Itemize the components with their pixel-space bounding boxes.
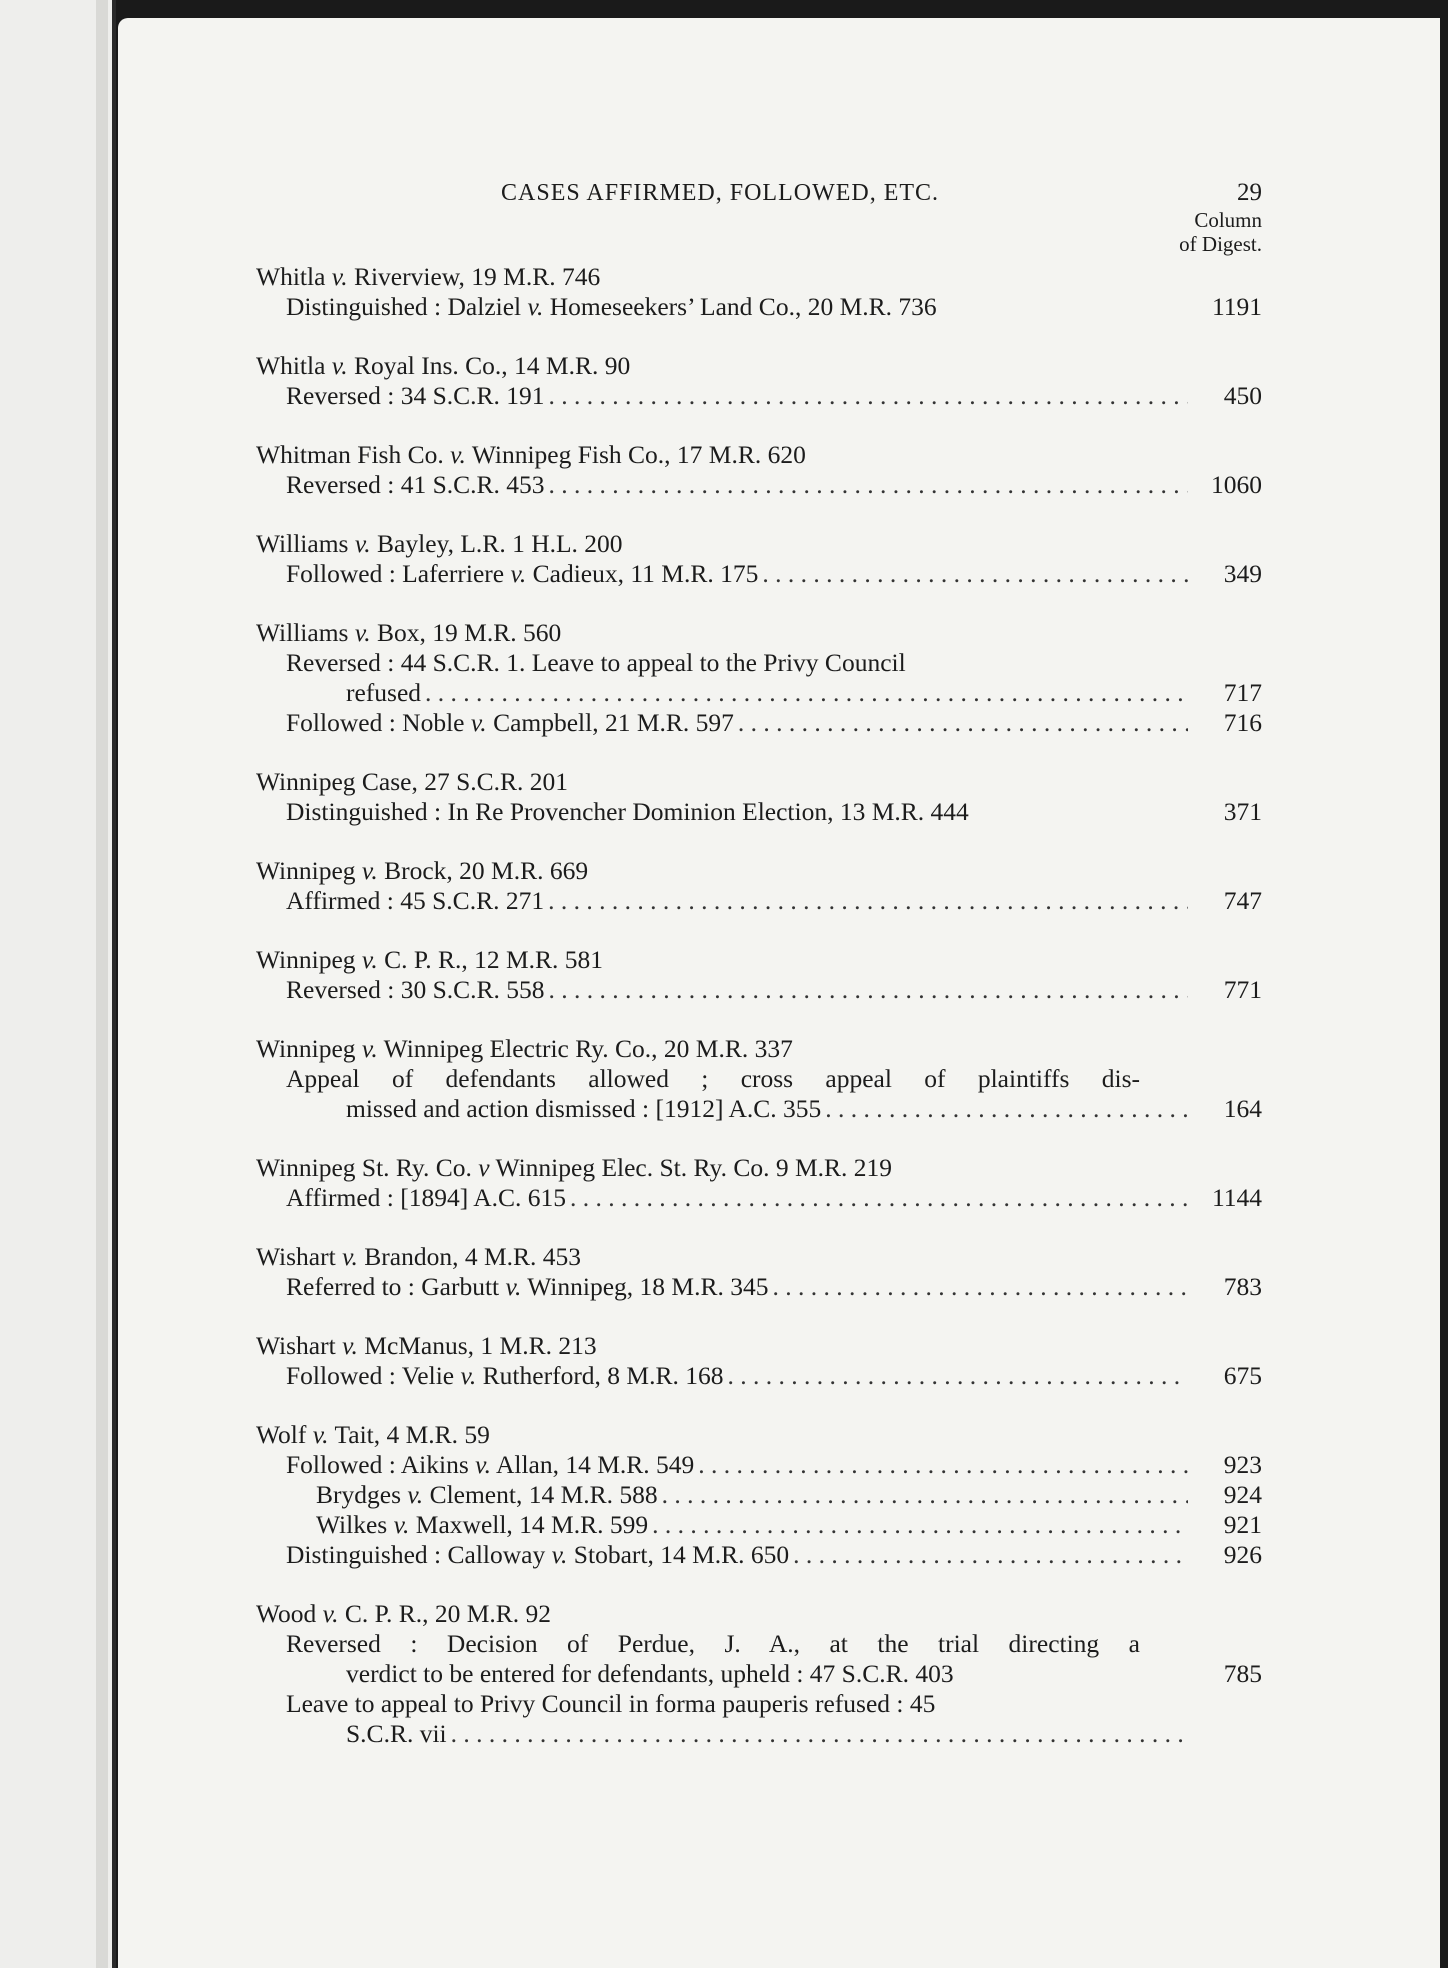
dot-leader — [548, 886, 1188, 916]
page-number: 29 — [1237, 179, 1262, 206]
history-text: S.C.R. vii — [346, 1719, 447, 1748]
column-header-line1: Column — [1194, 208, 1262, 232]
case-history-line — [256, 1659, 1262, 1689]
case-title: Williams v. Bayley, L.R. 1 H.L. 200 — [256, 529, 623, 558]
case-history-line — [256, 1719, 1262, 1749]
digest-column-number: 349 — [1223, 559, 1262, 588]
history-text: Wilkes v. Maxwell, 14 M.R. 599 — [316, 1510, 649, 1539]
case-entry — [256, 945, 1262, 1005]
case-title: Winnipeg v. Brock, 20 M.R. 669 — [256, 856, 589, 885]
dot-leader — [425, 678, 1188, 708]
case-entry — [256, 440, 1262, 500]
case-entry-list — [256, 262, 1262, 1749]
dot-leader — [662, 1480, 1188, 1510]
case-history-line — [256, 648, 1262, 678]
digest-column-number: 783 — [1223, 1272, 1262, 1301]
dot-leader — [549, 470, 1188, 500]
case-entry — [256, 262, 1262, 322]
case-title: Winnipeg v. Winnipeg Electric Ry. Co., 20 M.R. 337 — [256, 1034, 793, 1063]
dot-leader — [549, 975, 1188, 1005]
case-title: Winnipeg St. Ry. Co. v Winnipeg Elec. St. Ry. Co. 9 M.R. 219 — [256, 1153, 893, 1182]
dot-leader — [451, 1719, 1188, 1749]
case-history-line — [256, 1510, 1262, 1540]
digest-column-number: 717 — [1223, 678, 1262, 707]
history-text: missed and action dismissed : [1912] A.C. 355 — [346, 1094, 822, 1123]
history-text: Followed : Noble v. Campbell, 21 M.R. 597 — [286, 708, 734, 737]
dot-leader — [570, 1183, 1188, 1213]
column-header — [256, 208, 1262, 256]
case-entry — [256, 856, 1262, 916]
case-history-line — [256, 678, 1262, 708]
history-text: Appeal of defendants allowed ; cross appeal of plaintiffs dis- — [286, 1064, 1140, 1093]
case-history-line — [256, 292, 1262, 322]
history-text: Affirmed : [1894] A.C. 615 — [286, 1183, 567, 1212]
digest-column-number: 675 — [1223, 1361, 1262, 1390]
case-history-line — [256, 470, 1262, 500]
case-history-line — [256, 797, 1262, 827]
history-text: Distinguished : Dalziel v. Homeseekers’ Land Co., 20 M.R. 736 — [286, 292, 937, 321]
digest-column-number: 716 — [1223, 708, 1262, 737]
history-text: verdict to be entered for defendants, upheld : 47 S.C.R. 403 — [346, 1659, 954, 1688]
case-history-line — [256, 1064, 1262, 1094]
history-text: Reversed : Decision of Perdue, J. A., at the trial directing a — [286, 1629, 1140, 1658]
case-history-line — [256, 1480, 1262, 1510]
history-text: Leave to appeal to Privy Council in forma pauperis refused : 45 — [286, 1689, 936, 1718]
digest-column-number: 1144 — [1211, 1183, 1262, 1212]
history-text: Reversed : 30 S.C.R. 558 — [286, 975, 545, 1004]
history-text: Followed : Aikins v. Allan, 14 M.R. 549 — [286, 1450, 695, 1479]
case-entry — [256, 1331, 1262, 1391]
dot-leader — [738, 708, 1188, 738]
case-title: Wishart v. McManus, 1 M.R. 213 — [256, 1331, 597, 1360]
case-history-line — [256, 1540, 1262, 1570]
history-text: Followed : Laferriere v. Cadieux, 11 M.R. 175 — [286, 559, 759, 588]
history-text: Distinguished : In Re Provencher Dominion Election, 13 M.R. 444 — [286, 797, 969, 826]
case-entry — [256, 351, 1262, 411]
case-entry — [256, 1153, 1262, 1213]
digest-column-number: 1191 — [1211, 292, 1262, 321]
case-title: Williams v. Box, 19 M.R. 560 — [256, 618, 562, 647]
dot-leader — [772, 1272, 1188, 1302]
dot-leader — [762, 559, 1188, 589]
case-history-line — [256, 1689, 1262, 1719]
history-text: Brydges v. Clement, 14 M.R. 588 — [316, 1480, 658, 1509]
digest-column-number: 371 — [1223, 797, 1262, 826]
case-history-line — [256, 559, 1262, 589]
digest-column-number: 164 — [1223, 1094, 1262, 1123]
digest-column-number: 747 — [1223, 886, 1262, 915]
digest-column-number: 923 — [1223, 1450, 1262, 1479]
case-title: Winnipeg v. C. P. R., 12 M.R. 581 — [256, 945, 604, 974]
history-text: Referred to : Garbutt v. Winnipeg, 18 M.R. 345 — [286, 1272, 769, 1301]
case-history-line — [256, 1183, 1262, 1213]
history-text: Followed : Velie v. Rutherford, 8 M.R. 168 — [286, 1361, 724, 1390]
case-history-line — [256, 1094, 1262, 1124]
dot-leader — [549, 381, 1188, 411]
digest-column-number: 924 — [1223, 1480, 1262, 1509]
dot-leader — [652, 1510, 1188, 1540]
history-text: Reversed : 34 S.C.R. 191 — [286, 381, 545, 410]
history-text: Reversed : 44 S.C.R. 1. Leave to appeal to the Privy Council — [286, 648, 906, 677]
column-header-line2: of Digest. — [1179, 232, 1262, 256]
case-entry — [256, 1034, 1262, 1124]
history-text: Affirmed : 45 S.C.R. 271 — [286, 886, 545, 915]
case-history-line — [256, 1450, 1262, 1480]
history-text: Distinguished : Calloway v. Stobart, 14 M.R. 650 — [286, 1540, 790, 1569]
case-entry — [256, 1599, 1262, 1749]
case-history-line — [256, 708, 1262, 738]
facing-page-gutter — [96, 0, 108, 1968]
case-history-line — [256, 1272, 1262, 1302]
running-head — [256, 178, 1262, 208]
case-title: Whitman Fish Co. v. Winnipeg Fish Co., 17 M.R. 620 — [256, 440, 806, 469]
dot-leader — [728, 1361, 1189, 1391]
case-history-line — [256, 975, 1262, 1005]
dot-leader — [825, 1094, 1188, 1124]
digest-column-number: 450 — [1223, 381, 1262, 410]
case-history-line — [256, 886, 1262, 916]
case-entry — [256, 1420, 1262, 1570]
case-entry — [256, 767, 1262, 827]
history-text: refused — [346, 678, 422, 707]
digest-column-number: 771 — [1223, 975, 1262, 1004]
case-title: Whitla v. Royal Ins. Co., 14 M.R. 90 — [256, 351, 631, 380]
case-entry — [256, 618, 1262, 738]
case-title: Whitla v. Riverview, 19 M.R. 746 — [256, 262, 601, 291]
case-title: Wishart v. Brandon, 4 M.R. 453 — [256, 1242, 582, 1271]
page-content — [256, 178, 1262, 1778]
dot-leader — [698, 1450, 1188, 1480]
digest-column-number: 921 — [1223, 1510, 1262, 1539]
history-text: Reversed : 41 S.C.R. 453 — [286, 470, 545, 499]
digest-column-number: 1060 — [1211, 470, 1262, 499]
digest-column-number: 785 — [1223, 1659, 1262, 1688]
case-entry — [256, 529, 1262, 589]
case-title: Wolf v. Tait, 4 M.R. 59 — [256, 1420, 490, 1449]
case-title: Winnipeg Case, 27 S.C.R. 201 — [256, 767, 569, 796]
case-title: Wood v. C. P. R., 20 M.R. 92 — [256, 1599, 552, 1628]
case-entry — [256, 1242, 1262, 1302]
case-history-line — [256, 1629, 1262, 1659]
case-history-line — [256, 381, 1262, 411]
digest-column-number: 926 — [1223, 1540, 1262, 1569]
case-history-line — [256, 1361, 1262, 1391]
running-head-title: CASES AFFIRMED, FOLLOWED, ETC. — [501, 180, 940, 206]
dot-leader — [793, 1540, 1188, 1570]
